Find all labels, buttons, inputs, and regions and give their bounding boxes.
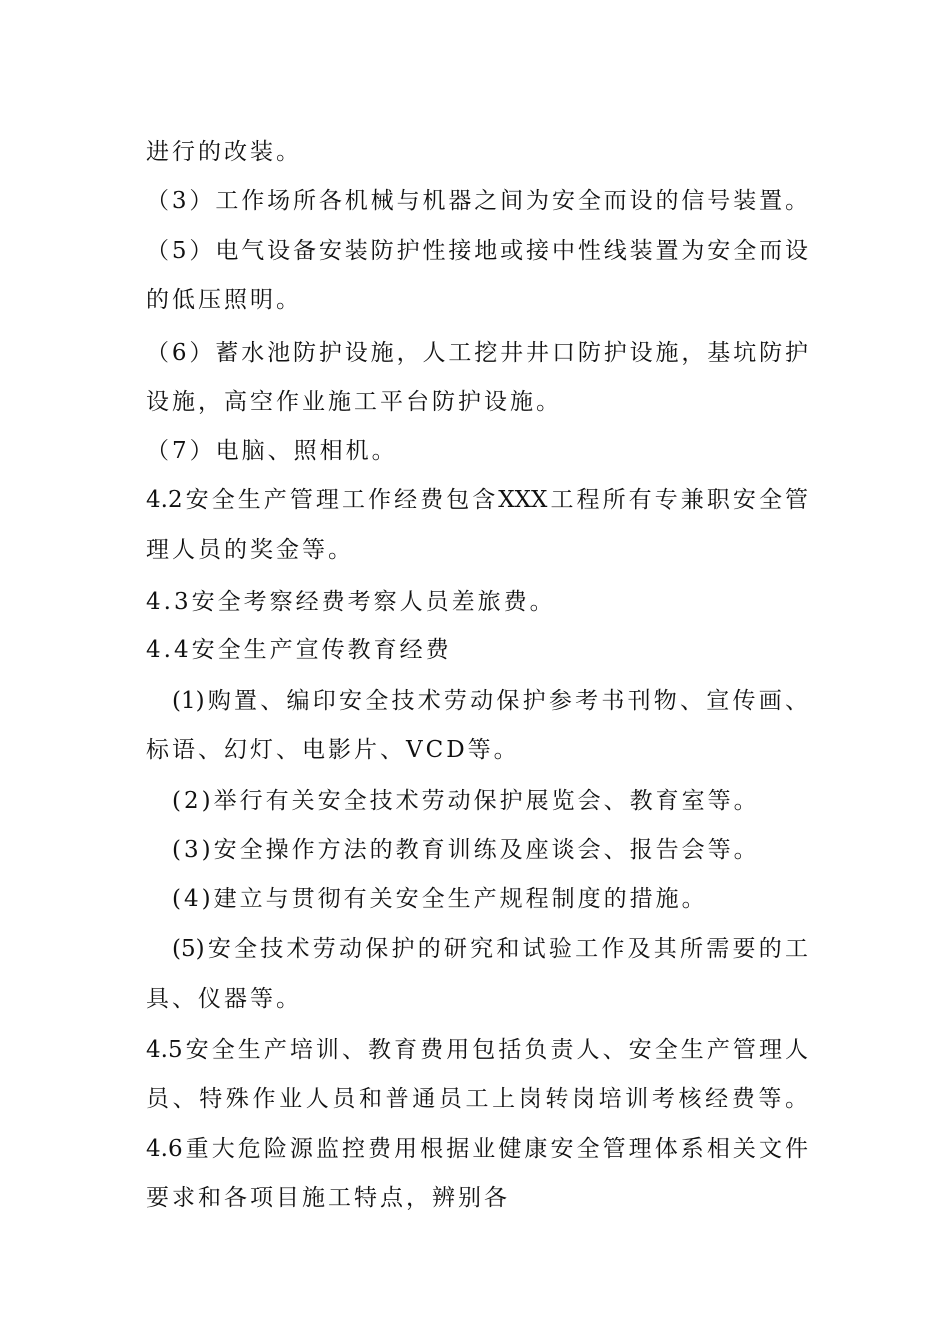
text-line: (2)举行有关安全技术劳动保护展览会、教育室等。 <box>172 788 760 814</box>
text-line: (1)购置、编印安全技术劳动保护参考书刊物、宣传画、 <box>172 688 808 714</box>
text-line: 标语、幻灯、电影片、VCD等。 <box>146 737 520 763</box>
text-line: 4.4安全生产宣传教育经费 <box>146 637 452 663</box>
text-line: 具、仪器等。 <box>146 986 302 1012</box>
text-line: 4.2安全生产管理工作经费包含XXX工程所有专兼职安全管 <box>146 487 808 513</box>
text-line: (4)建立与贯彻有关安全生产规程制度的措施。 <box>172 886 708 912</box>
text-line: 员、特殊作业人员和普通员工上岗转岗培训考核经费等。 <box>146 1086 808 1112</box>
text-line: 4.3安全考察经费考察人员差旅费。 <box>146 589 556 615</box>
text-line: 理人员的奖金等。 <box>146 537 354 563</box>
text-line: 设施，高空作业施工平台防护设施。 <box>146 389 562 415</box>
text-line: (5)安全技术劳动保护的研究和试验工作及其所需要的工 <box>172 936 808 962</box>
text-line: 要求和各项目施工特点，辨别各 <box>146 1185 510 1211</box>
text-line: （6）蓄水池防护设施，人工挖井井口防护设施，基坑防护 <box>146 340 808 366</box>
text-line: 的低压照明。 <box>146 287 302 313</box>
text-line: 4.5安全生产培训、教育费用包括负责人、安全生产管理人 <box>146 1037 808 1063</box>
text-line: （7）电脑、照相机。 <box>146 438 398 464</box>
text-line: 4.6重大危险源监控费用根据业健康安全管理体系相关文件 <box>146 1136 808 1162</box>
text-line: 进行的改装。 <box>146 139 302 165</box>
text-line: (3)安全操作方法的教育训练及座谈会、报告会等。 <box>172 837 760 863</box>
text-line: （5）电气设备安装防护性接地或接中性线装置为安全而设 <box>146 238 808 264</box>
text-line: （3）工作场所各机械与机器之间为安全而设的信号装置。 <box>146 188 808 214</box>
